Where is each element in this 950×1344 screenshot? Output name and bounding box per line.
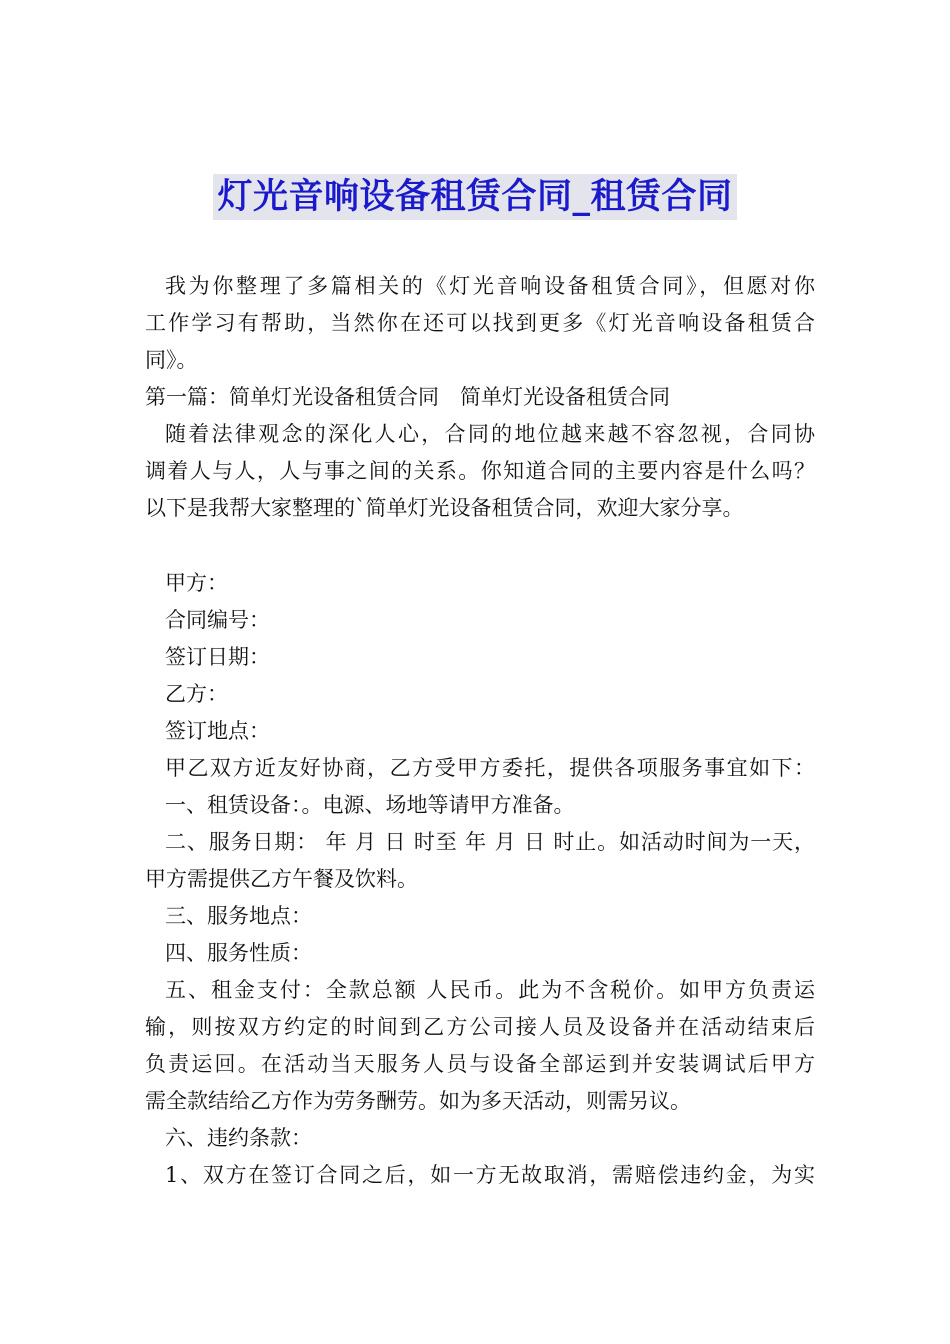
clause-4-nature: 四、服务性质： [165,941,312,965]
clause-5-line-1: 五、租金支付：全款总额 人民币。此为不含税价。如甲方负责运 [165,978,815,1002]
clause-5-line-3: 负责运回。在活动当天服务人员与设备全部运到并安装调试后甲方 [145,1052,815,1076]
document-title: 灯光音响设备租赁合同_租赁合同 [213,174,736,220]
clause-1-equipment: 一、租赁设备：。电源、场地等请甲方准备。 [165,793,575,817]
sign-date-label: 签订日期： [165,645,270,669]
preface-line-1: 随着法律观念的深化人心，合同的地位越来越不容忽视，合同协 [165,422,815,446]
intro-line-3: 同》。 [145,348,198,372]
document-body [145,268,815,1194]
clause-2-line-2: 甲方需提供乙方午餐及饮料。 [145,867,418,891]
preface-line-2: 调着人与人，人与事之间的关系。你知道合同的主要内容是什么吗？ [145,459,815,483]
clause-6-item-1: 1、双方在签订合同之后，如一方无故取消，需赔偿违约金，为实 [165,1163,815,1187]
preface-line-3: 以下是我帮大家整理的`简单灯光设备租赁合同，欢迎大家分享。 [145,496,744,520]
party-a-label: 甲方： [165,571,228,595]
clause-5-line-2: 输，则按双方约定的时间到乙方公司接人员及设备并在活动结束后 [145,1015,815,1039]
clause-3-location: 三、服务地点： [165,904,312,928]
chapter-heading: 第一篇：简单灯光设备租赁合同 简单灯光设备租赁合同 [145,385,670,409]
party-b-label: 乙方： [165,682,228,706]
clause-5-line-4: 需全款结给乙方作为劳务酬劳。如为多天活动，则需另议。 [145,1089,691,1113]
intro-line-2: 工作学习有帮助，当然你在还可以找到更多《灯光音响设备租赁合 [145,311,815,335]
sign-place-label: 签订地点： [165,719,270,743]
agreement-intro: 甲乙双方近友好协商，乙方受甲方委托，提供各项服务事宜如下： [165,756,815,780]
contract-number-label: 合同编号： [165,608,270,632]
intro-line-1: 我为你整理了多篇相关的《灯光音响设备租赁合同》，但愿对你 [165,274,815,298]
title-container [0,174,950,220]
blank-spacer [145,527,815,565]
clause-6-heading: 六、违约条款： [165,1126,312,1150]
clause-2-line-1: 二、服务日期： 年 月 日 时至 年 月 日 时止。如活动时间为一天， [165,830,815,854]
